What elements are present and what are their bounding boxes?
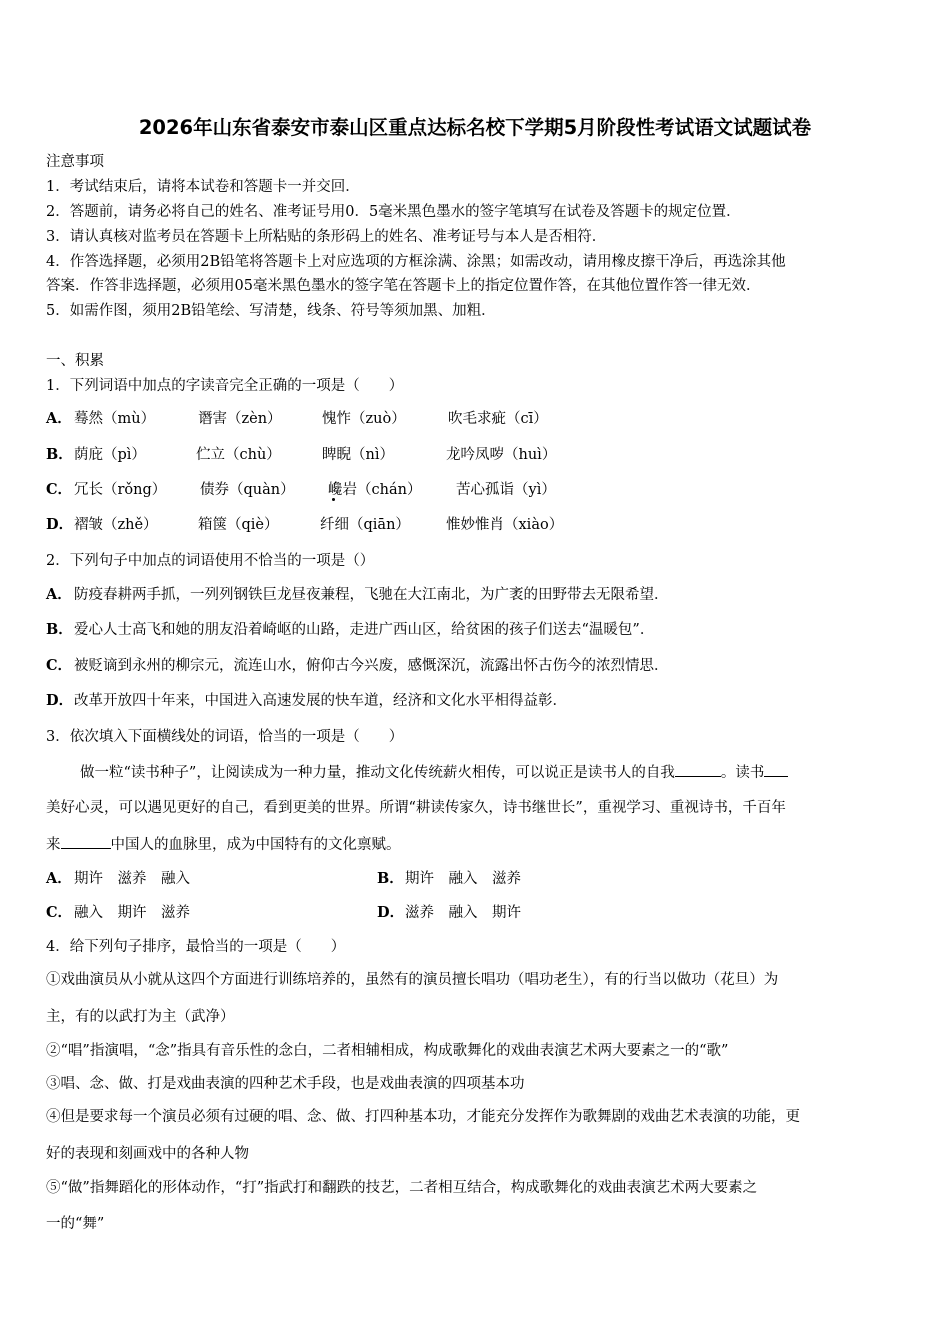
option-word: 睥睨（nì）: [322, 447, 394, 463]
question-4-stem: 4．给下列句子排序，最恰当的一项是（ ）: [46, 939, 346, 955]
option-word: 苦心孤诣（yì）: [456, 482, 556, 498]
notice-item: 5．如需作图，须用2B铅笔绘、写清楚，线条、符号等须加黑、加粗．: [46, 303, 496, 319]
option-word: 惟妙惟肖（xiào）: [446, 517, 564, 533]
option-text: 期许 融入 滋养: [405, 871, 521, 887]
option-word: 箱箧（qiè）: [198, 517, 279, 533]
option-label: B．: [46, 621, 73, 638]
option-text: 防疫春耕两手抓，一列列钢铁巨龙昼夜兼程，飞驰在大江南北，为广袤的田野带去无限希望．: [74, 587, 669, 603]
option-text: 爱心人士高飞和她的朋友沿着崎岖的山路，走进广西山区，给贫困的孩子们送去“温暖包”．: [74, 622, 655, 638]
question-1-stem: 1．下列词语中加点的字读音完全正确的一项是（ ）: [46, 378, 404, 394]
question-3-stem: 3．依次填入下面横线处的词语，恰当的一项是（ ）: [46, 729, 404, 745]
question-2-stem: 2．下列句子中加点的词语使用不恰当的一项是（）: [46, 553, 375, 569]
fill-blank: [675, 762, 721, 777]
option-label: D．: [377, 904, 405, 921]
option-label: B．: [377, 870, 404, 887]
sentence-line: ②“唱”指演唱，“念”指具有音乐性的念白，二者相辅相成，构成歌舞化的戏曲表演艺术两大要素之一的“歌”: [46, 1043, 729, 1059]
option-label: A．: [46, 410, 72, 427]
section-heading: 一、积累: [46, 353, 104, 369]
option-label: C．: [46, 657, 73, 674]
option-text: 改革开放四十年来，中国进入高速发展的快车道，经济和文化水平相得益彰．: [74, 693, 567, 709]
emphasis-dot-mark: [332, 498, 335, 501]
option-word: 伫立（chù）: [196, 447, 281, 463]
sentence-line: ①戏曲演员从小就从这四个方面进行训练培养的，虽然有的演员擅长唱功（唱功老生），有的行当以做功（花旦）为: [46, 972, 779, 988]
notice-item: 4．作答选择题，必须用2B铅笔将答题卡上对应选项的方框涂满、涂黑；如需改动，请用橡皮擦干净后，再选涂其他: [46, 254, 786, 270]
fill-blank: [764, 762, 788, 777]
notice-heading: 注意事项: [46, 154, 104, 170]
exam-title: 2026年山东省泰安市泰山区重点达标名校下学期5月阶段性考试语文试题试卷: [138, 116, 812, 139]
option-label: B．: [46, 446, 73, 463]
option-word: 冗长（rǒng）: [74, 482, 167, 498]
option-label: D．: [46, 692, 74, 709]
option-label: A．: [46, 870, 72, 887]
notice-item: 3．请认真核对监考员在答题卡上所粘贴的条形码上的姓名、准考证号与本人是否相符．: [46, 229, 607, 245]
fill-blank: [61, 834, 111, 849]
sentence-line: 一的“舞”: [46, 1216, 105, 1232]
option-text: 期许 滋养 融入: [74, 871, 190, 887]
option-word: 褶皱（zhě）: [74, 517, 158, 533]
passage-text: 。读书: [720, 765, 765, 781]
sentence-line: ⑤“做”指舞蹈化的形体动作，“打”指武打和翻跌的技艺，二者相互结合，构成歌舞化的戏曲表演艺术两大要素之: [46, 1180, 758, 1196]
sentence-line: 主，有的以武打为主（武净）: [46, 1009, 235, 1025]
option-label: A．: [46, 586, 72, 603]
option-label: C．: [46, 904, 73, 921]
passage-line: [80, 762, 788, 783]
option-text: 滋养 融入 期许: [405, 905, 521, 921]
notice-item: 1．考试结束后，请将本试卷和答题卡一并交回．: [46, 179, 360, 195]
notice-item: 2．答题前，请务必将自己的姓名、准考证号用0．5毫米黑色墨水的签字笔填写在试卷及答题卡的规定位置．: [46, 204, 741, 220]
sentence-line: ③唱、念、做、打是戏曲表演的四种艺术手段，也是戏曲表演的四项基本功: [46, 1076, 525, 1092]
option-text: 融入 期许 滋养: [74, 905, 190, 921]
option-word: 谮害（zèn）: [198, 411, 282, 427]
passage-text: 来: [46, 837, 61, 853]
option-word: 荫庇（pì）: [74, 447, 146, 463]
option-word: 纤细（qiān）: [320, 517, 410, 533]
passage-line: 美好心灵，可以遇见更好的自己，看到更美的世界。所谓“耕读传家久，诗书继世长”，重视学习、重视诗书，千百年: [46, 800, 786, 816]
option-label: C．: [46, 481, 73, 498]
passage-text: 做一粒“读书种子”，让阅读成为一种力量，推动文化传统薪火相传，可以说正是读书人的自我: [80, 765, 675, 781]
option-text: 被贬谪到永州的柳宗元，流连山水，俯仰古今兴废，感慨深沉，流露出怀古伤今的浓烈情思．: [74, 658, 669, 674]
option-word: 吹毛求疵（cī）: [448, 411, 548, 427]
option-word: 龙吟凤哕（huì）: [446, 447, 557, 463]
sentence-line: 好的表现和刻画戏中的各种人物: [46, 1146, 249, 1162]
passage-line: [46, 834, 401, 855]
sentence-line: ④但是要求每一个演员必须有过硬的唱、念、做、打四种基本功，才能充分发挥作为歌舞剧的戏曲艺术表演的功能，更: [46, 1109, 800, 1125]
option-word: 蓦然（mù）: [74, 411, 156, 427]
notice-item: 答案．作答非选择题，必须用05毫米黑色墨水的签字笔在答题卡上的指定位置作答，在其他位置作答一律无效．: [46, 278, 761, 294]
passage-text: 中国人的血脉里，成为中国特有的文化禀赋。: [110, 837, 401, 853]
option-word: 债券（quàn）: [200, 482, 295, 498]
option-word: 巉岩（chán）: [328, 482, 422, 498]
option-word: 愧怍（zuò）: [322, 411, 406, 427]
option-label: D．: [46, 516, 74, 533]
